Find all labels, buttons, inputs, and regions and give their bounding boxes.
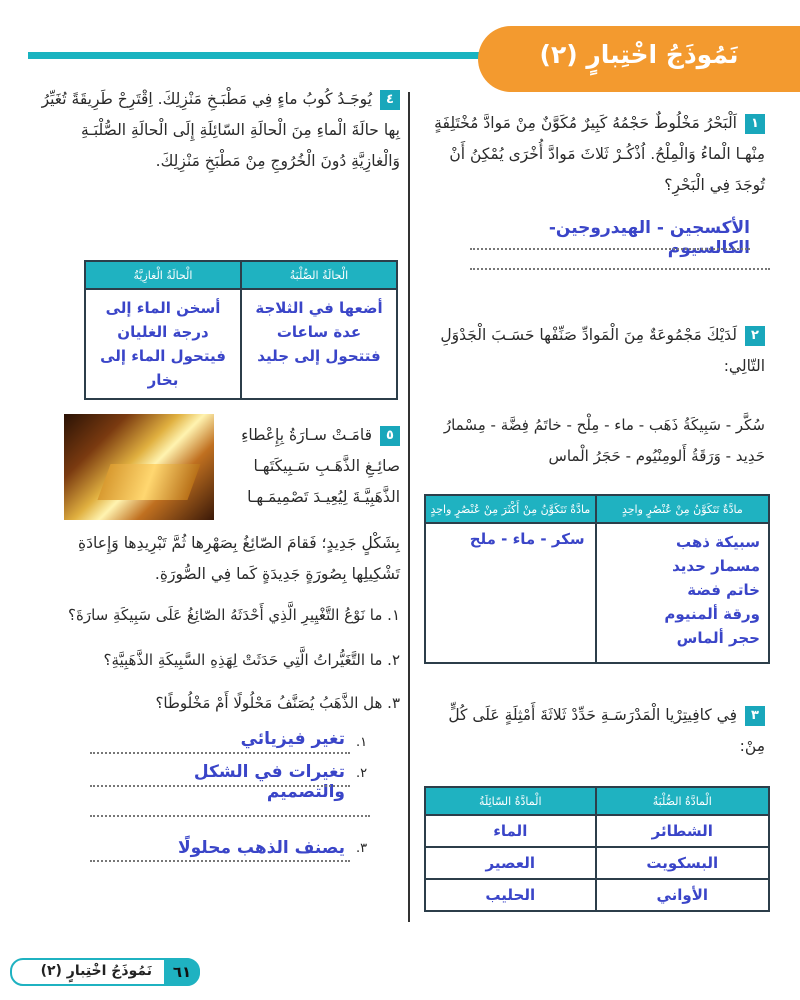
answer-line — [90, 785, 350, 787]
answer-line — [470, 268, 770, 270]
question-number-badge: ١ — [745, 114, 765, 134]
question-number-badge: ٥ — [380, 426, 400, 446]
table-header: مادَّةٌ تَتَكَوَّنُ مِنْ أَكْثَرَ مِنْ عُنْصُرٍ واحِدٍ — [425, 495, 596, 523]
liquid-cell[interactable]: الحليب — [425, 879, 596, 911]
page-title: نَمُوذَجُ اخْتِبارٍ (٢) — [539, 40, 739, 69]
classification-table — [424, 494, 770, 664]
table-header: الْحالَةُ الْغازِيَّةُ — [85, 261, 241, 289]
list-item: خاتم فضة — [687, 581, 760, 599]
footer-label: نَمُوذَجُ اخْتِبارٍ (٢) — [40, 963, 152, 979]
question-1 — [430, 108, 765, 201]
question-3-text: فِي كافِيتِرْيا الْمَدْرَسَـةِ حَدِّدْ ثَلاثَةَ أَمْثِلَةٍ عَلَى كُلٍّ مِنْ: — [448, 706, 765, 755]
question-number-badge: ٣ — [745, 706, 765, 726]
answer-line — [90, 815, 370, 817]
list-item: حجر ألماس — [676, 629, 760, 647]
liquid-cell[interactable]: الماء — [425, 815, 596, 847]
answer-5-1[interactable]: تغير فيزيائي — [240, 729, 345, 749]
gas-state-answer[interactable]: أسخن الماء إلى درجة الغليان فيتحول الماء إلى بخار — [85, 289, 241, 399]
sub-question-2: ٢. ما التَّغَيُّراتُ الَّتِي حَدَثَتْ لِهَذِهِ السَّبِيكَةِ الذَّهَبِيَّةِ؟ — [103, 651, 400, 669]
liquid-cell[interactable]: العصير — [425, 847, 596, 879]
page-number: ٦١ — [164, 958, 200, 986]
cafeteria-table — [424, 786, 770, 912]
table-header: مادَّةٌ تَتَكَوَّنُ مِنْ عُنْصُرٍ واحِدٍ — [596, 495, 769, 523]
solid-cell[interactable]: الشطائر — [596, 815, 769, 847]
question-5 — [222, 420, 400, 513]
page-footer — [10, 958, 200, 986]
table-header: الْمادَّةُ الصُّلْبَةُ — [596, 787, 769, 815]
answer-5-3[interactable]: يصنف الذهب محلولًا — [177, 838, 345, 858]
question-2 — [430, 320, 765, 382]
question-4 — [40, 84, 400, 177]
question-number-badge: ٢ — [745, 326, 765, 346]
answer-line — [470, 248, 750, 250]
header-rule — [28, 52, 498, 59]
answer-number: ١. — [356, 735, 368, 750]
question-3 — [430, 700, 765, 762]
cell-answer: سكر - ماء - ملح — [469, 530, 585, 548]
table-header: الْمادَّةُ السّائِلَةُ — [425, 787, 596, 815]
question-1-text: اَلْبَحْرُ مَخْلُوطٌ حَجْمُهُ كَبِيرٌ مُكَوَّنٌ مِنْ مَوادَّ مُخْتَلِفَةٍ مِنْهـا الْماءُ وَالْمِلْحُ. اُذْكُـرْ ثَلاثَ مَوادَّ أُخْرَى يُمْكِنُ أَنْ تُوجَدَ فِي الْبَحْرِ؟ — [434, 114, 765, 194]
question-2-text: لَدَيْكَ مَجْمُوعَةٌ مِنَ الْمَوادِّ صَنِّفْها حَسَـبَ الْجَدْوَلِ التّالِي: — [440, 326, 765, 375]
list-item: مسمار حديد — [672, 557, 760, 575]
list-item: سبيكة ذهب — [675, 533, 760, 551]
column-divider — [408, 92, 410, 922]
materials-list: سُكَّر - سَبِيكَةُ ذَهَب - ماء - مِلْح - خاتَمُ فِضَّة - مِسْمارُ حَدِيد - وَرَقَةُ أَلومِنْيُوم - حَجَرُ الْماس — [443, 416, 765, 465]
multi-element-cell[interactable] — [425, 523, 596, 663]
table-header: الْحالَةُ الصُّلْبَةُ — [241, 261, 397, 289]
answer-number: ٣. — [356, 841, 368, 856]
sub-question-1: ١. ما نَوْعُ التَّغْيِيرِ الَّذِي أَحْدَثَهُ الصّائِغُ عَلَى سَبِيكَةِ سارَةَ؟ — [68, 606, 400, 624]
single-element-cell[interactable] — [596, 523, 769, 663]
solid-cell[interactable]: البسكويت — [596, 847, 769, 879]
question-number-badge: ٤ — [380, 90, 400, 110]
list-item: ورقة ألمنيوم — [664, 605, 760, 623]
answer-5-2[interactable]: تغيرات في الشكل والتصميم — [193, 762, 345, 802]
question-5-text-part1: قامَـتْ سـارَةُ بِإِعْطاءِ صائِـغِ الذَّهَـبِ سَـبِيكَتَهـا الذَّهَبِيَّـةَ لِيُعِيـدَ تَصْمِيمَـهـا — [241, 426, 400, 506]
solid-cell[interactable]: الأواني — [596, 879, 769, 911]
states-table — [84, 260, 398, 400]
sub-question-3: ٣. هل الذَّهَبُ يُصَنَّفُ مَحْلُولًا أَمْ مَخْلُوطًا؟ — [155, 694, 400, 712]
header-tab — [478, 26, 800, 92]
question-4-text: يُوجَـدُ كُوبُ ماءٍ فِي مَطْبَـخِ مَنْزِلِكَ. اِقْتَرِحْ طَرِيقَةً تُغَيِّرُ بِها حالَةَ الْماءِ مِنَ الْحالَةِ السّائِلَةِ إِلَى الْحالَةِ الصُّلْبَـةِ وَالْغازِيَّةِ دُونَ الْخُرُوجِ مِنْ مَطْبَخِ مَنْزِلِكَ. — [41, 90, 400, 170]
answer-line — [90, 752, 350, 754]
answer-1[interactable]: الأكسجين - الهيدروجين- الكالسيوم — [548, 218, 750, 258]
question-5-text-part2: بِشَكْلٍ جَدِيدٍ؛ فَقامَ الصّائِغُ بِصَهْرِها ثُمَّ تَبْرِيدِها وَإِعادَةِ تَشْكِيلِها بِصُورَةٍ جَدِيدَةٍ كَما فِي الصُّورَةِ. — [77, 534, 400, 583]
solid-state-answer[interactable]: أضعها في الثلاجة عدة ساعات فتتحول إلى جليد — [241, 289, 397, 399]
answer-number: ٢. — [356, 766, 368, 781]
answer-line — [90, 860, 350, 862]
gold-pouring-photo — [64, 414, 214, 520]
